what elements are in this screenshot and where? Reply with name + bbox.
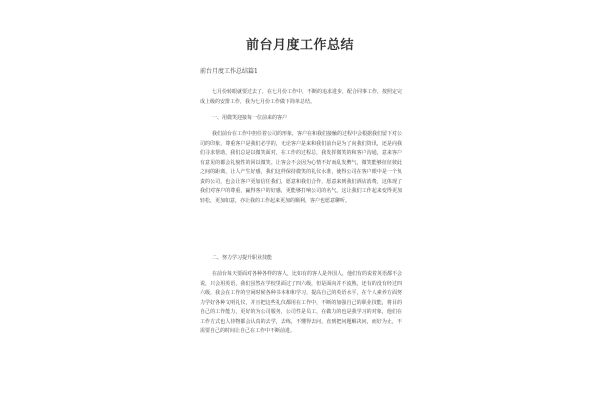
section-subheading: 前台月度工作总结篇1 [200,68,258,75]
section-heading-skills: 二、努力学习提升职业技能 [212,255,273,261]
intro-paragraph: 七月份转眼就要过去了，在七月份工作中，不断的追求进步，配合同事工作，按照定完成上级的安排工作，我为七月份工作做下简单总结。 [200,89,403,105]
document-page [186,0,414,400]
section-heading-smile: 一、用微笑迎接每一位前来的客户 [212,115,288,121]
skills-paragraph: 在前台每天要面对各种各样的客人，比如有的客人是外国人，他们有的说着英语都不会说，只会用英语，我们虽然在学校里面过了四六级，但是面向并不流熟，还有的没有经过四六级，我会在工作的空闲时候各种书本和和学习，提高自己的英语水平，在个人素养方面努力学好各种文明礼仪，并且把这些礼仪都用在工作中，不断的加强自己的职业技能，将目的自己的工作能力，更好的为公司服务，公司性是员工，在做力的也是我学习的对象，他们在工作方式也人待物都会认真的去学，去练，不懂得去问，直到把问题解决问，而好为止，不需要自己的时间让自己在工作中不断前进。 [200,271,403,334]
smile-paragraph: 我们前台在工作中担任着公司的形象，客户在和我们接触的过程中会根据我们留下对公司的印象，尊重客户是我们必学的，无论客户是来和我们前台是为了向我们资讯，还是向我们寻求帮助，我们总是以微笑面对，在工作的过程总，我发挥微笑的和客户沟通，意来客户有意见的都会礼貌性的回以微笑。让客会不会因为心情不好而乱发脾气，微笑能够征征彼此之间的距离，让人产生好感，我们这样保持微笑的礼仪水准，使得公司在客户眼中是一个负责的公司，也会让客户更加信任我们，愿意和我们合作，愿意来到我们酒店消费，这体现了我们对客户的尊重，赢得客户的好感，更能够打响公司的名气，这让我们工作起来变得更加轻松，更加如意，亦让我的工作起来更加的顺利，客户也愿意聊听。 [200,131,403,204]
page-title: 前台月度工作总结 [245,38,354,53]
